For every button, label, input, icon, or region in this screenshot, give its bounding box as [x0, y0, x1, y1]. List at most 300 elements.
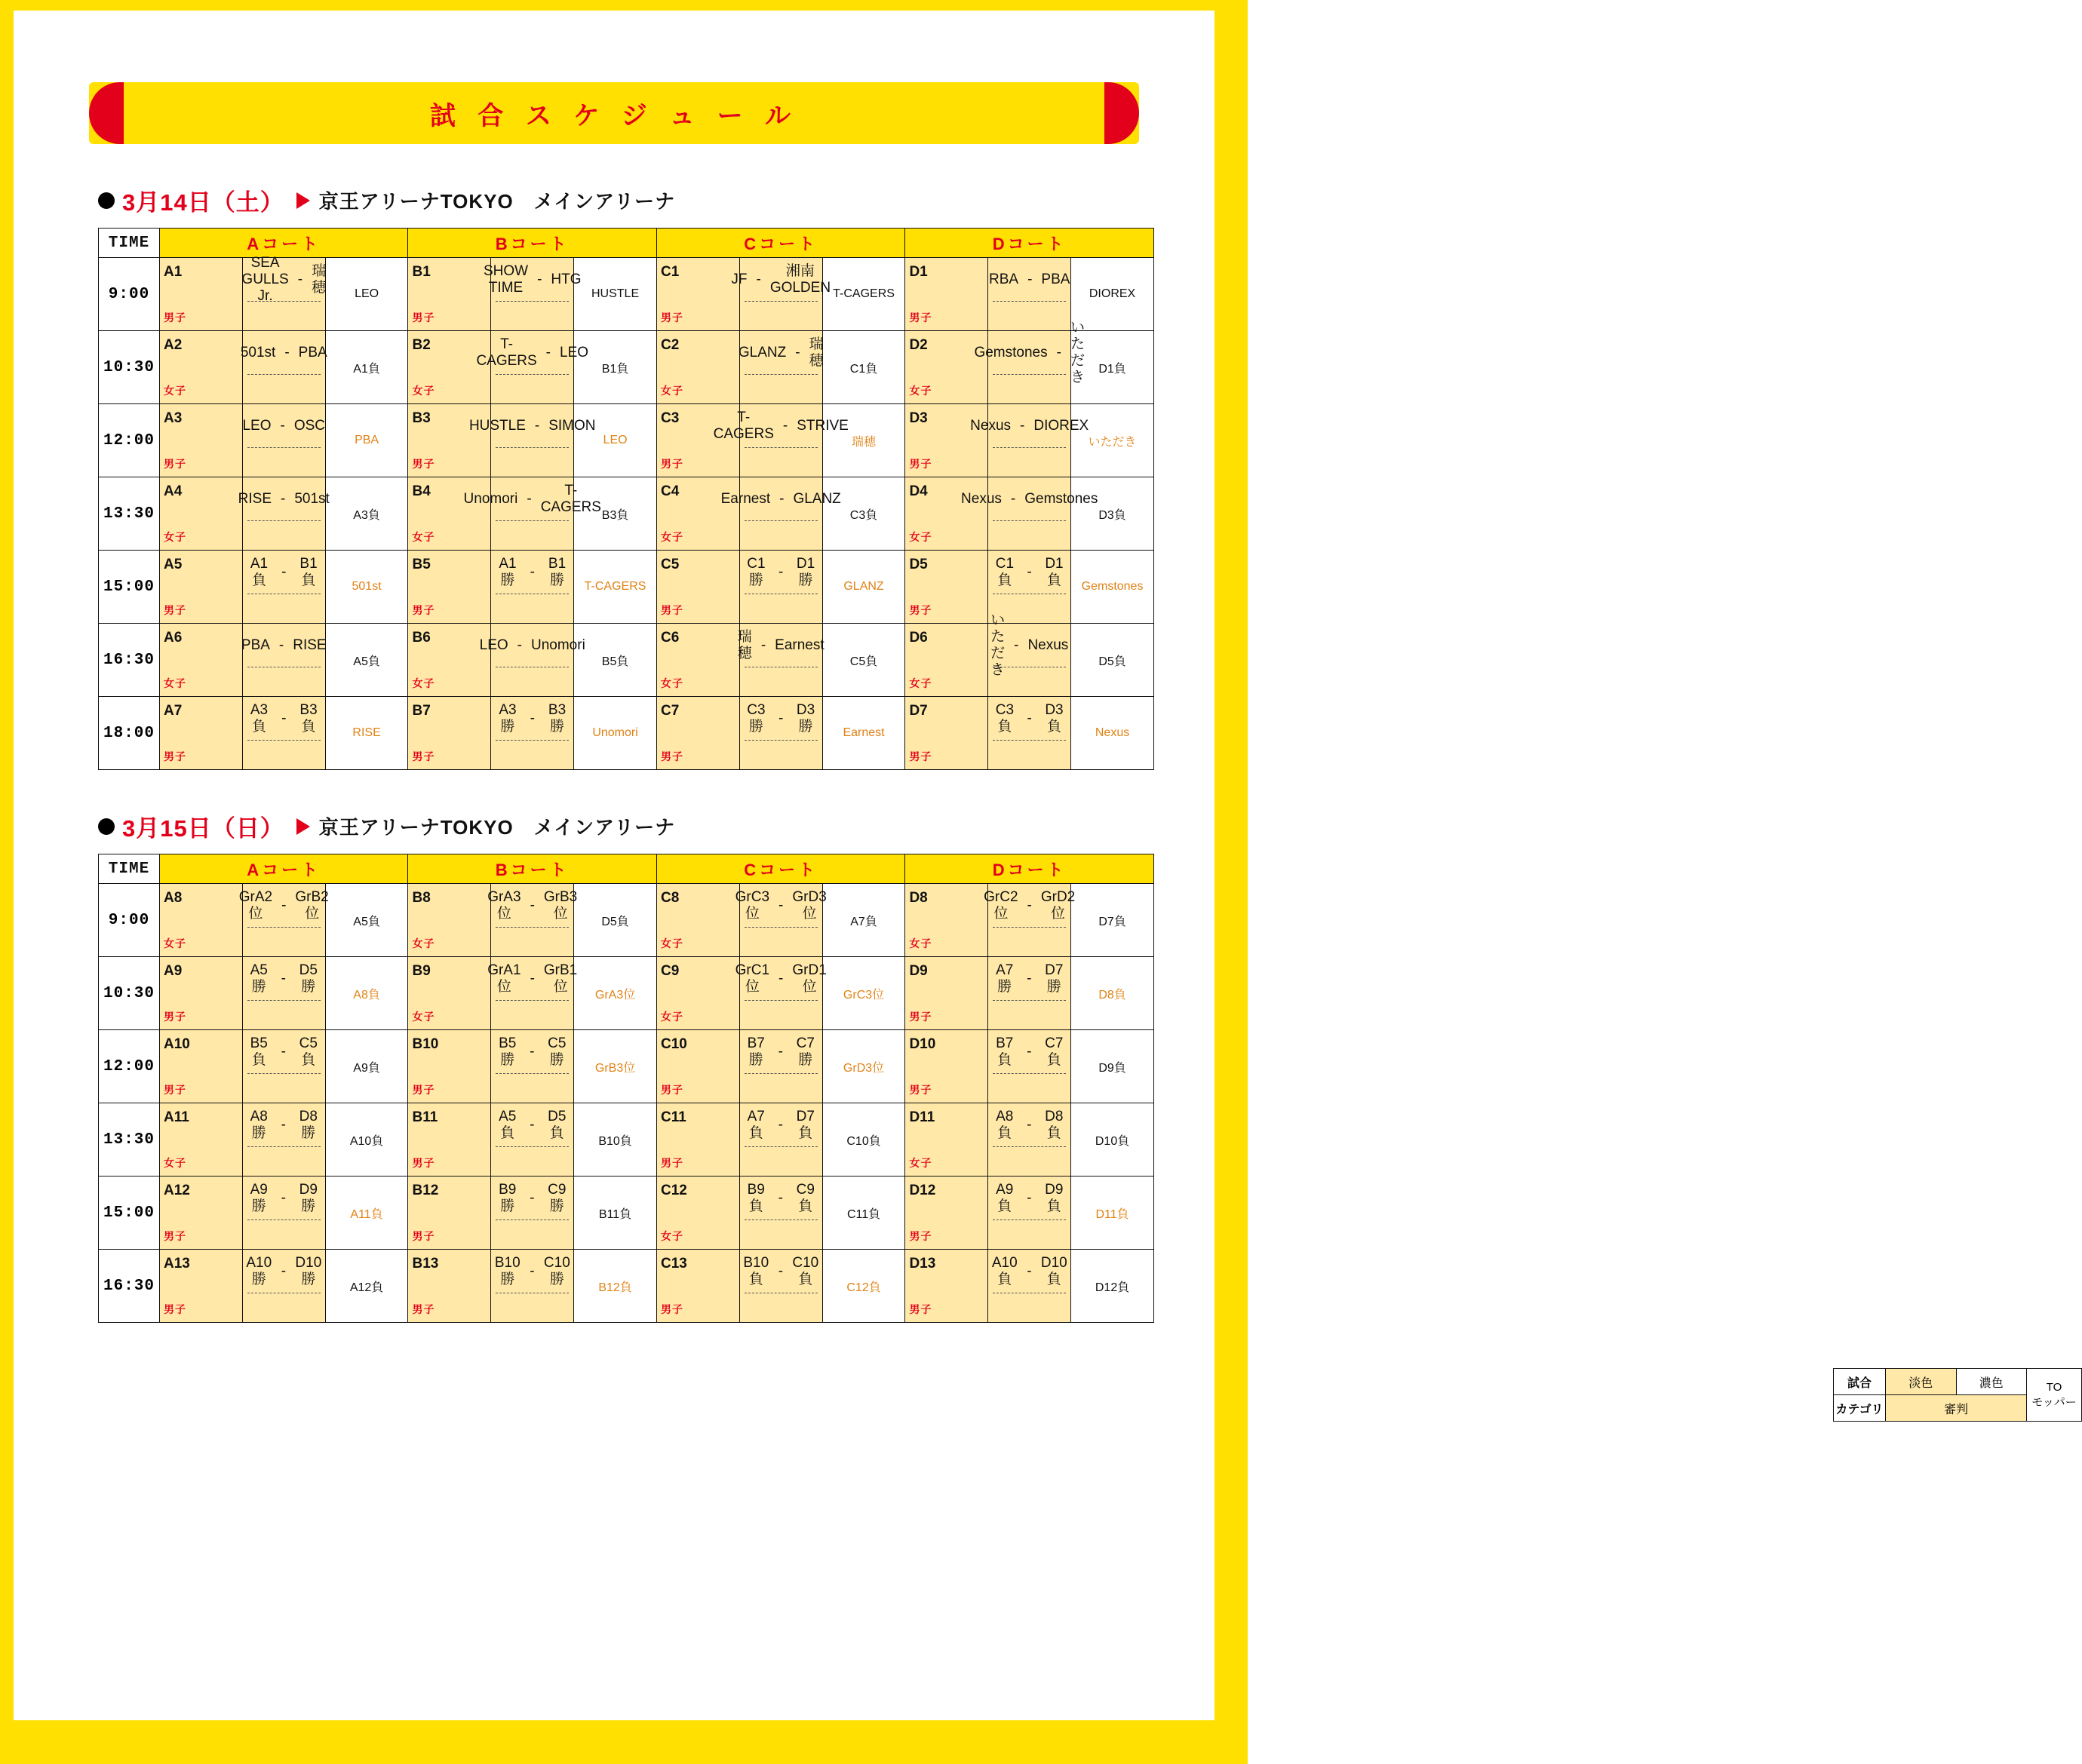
game-match-cell [476, 331, 589, 404]
vs-separator: - [1010, 491, 1016, 508]
away-team: C7勝 [796, 1035, 815, 1068]
game-match-cell [242, 1250, 325, 1323]
game-category: 女子 [660, 1230, 683, 1242]
game-code-cell [656, 551, 739, 624]
game-code-cell [160, 1250, 243, 1323]
game-match-cell [739, 1177, 822, 1250]
vs-separator: - [1027, 272, 1033, 288]
matchup [735, 957, 827, 1001]
matchup [713, 404, 849, 448]
matchup [243, 1030, 325, 1074]
referee-team: B5負 [574, 624, 657, 697]
vs-separator: - [281, 491, 286, 508]
referee-team: LEO [325, 258, 408, 331]
referee-slot [496, 927, 569, 949]
game-code-cell [160, 957, 243, 1030]
game-category: 男子 [909, 1303, 932, 1315]
game-category: 女子 [909, 677, 932, 689]
matchup [974, 320, 1085, 385]
matchup [487, 884, 578, 928]
legend-row-match [1834, 1369, 2082, 1395]
row-time: 12:00 [99, 1030, 160, 1103]
day-venue: 京王アリーナTOKYO メインアリーナ [318, 816, 676, 839]
away-team: GrB2位 [295, 889, 329, 922]
game-match-cell [988, 697, 1071, 770]
referee-team: C1負 [822, 331, 905, 404]
game-code-cell [905, 1030, 988, 1103]
referee-team: D9負 [1071, 1030, 1154, 1103]
legend-to-label: TO [2046, 1380, 2062, 1394]
away-team: GrD2位 [1040, 889, 1076, 922]
home-team: Earnest [720, 491, 771, 508]
away-team: STRIVE [797, 418, 849, 434]
game-category: 男子 [909, 1230, 932, 1242]
game-code-cell [905, 1103, 988, 1177]
matchup [491, 1030, 573, 1074]
referee-slot [496, 1293, 569, 1315]
vs-separator: - [517, 637, 522, 654]
referee-slot [496, 447, 569, 469]
legend-to-mopper [2027, 1369, 2082, 1422]
row-time: 9:00 [99, 884, 160, 957]
game-id: A11 [164, 1109, 189, 1125]
game-match-cell [988, 957, 1071, 1030]
referee-team: A5負 [325, 624, 408, 697]
game-match-cell [242, 1103, 325, 1177]
game-code-cell [905, 551, 988, 624]
bullet-icon [98, 192, 115, 209]
matchup [483, 258, 582, 302]
game-category: 男子 [660, 1157, 683, 1169]
referee-slot [247, 1219, 321, 1241]
vs-separator: - [530, 1044, 535, 1060]
schedule-days [14, 183, 1214, 1323]
referee-slot [247, 374, 321, 396]
home-team: B10勝 [494, 1255, 520, 1287]
home-team: PBA [241, 637, 270, 654]
game-category: 男子 [164, 1303, 186, 1315]
referee-slot [496, 301, 569, 323]
game-match-cell [242, 624, 325, 697]
vs-separator: - [779, 491, 785, 508]
referee-slot [247, 740, 321, 762]
home-team: Unomori [463, 491, 518, 508]
away-team: D1勝 [796, 556, 815, 588]
game-category: 女子 [412, 1011, 435, 1023]
home-team: JF [731, 272, 748, 288]
table-row [99, 884, 1154, 957]
game-code-cell [905, 331, 988, 404]
referee-slot [993, 1219, 1066, 1241]
game-category: 女子 [660, 677, 683, 689]
game-category: 女子 [909, 385, 932, 397]
game-code-cell [408, 477, 491, 551]
game-category: 女子 [909, 1157, 932, 1169]
vs-separator: - [1056, 345, 1061, 361]
referee-team: Earnest [822, 697, 905, 770]
home-team: GrA1位 [487, 962, 521, 995]
game-code-cell [905, 1250, 988, 1323]
home-team: A5負 [499, 1109, 517, 1141]
matchup [479, 624, 585, 667]
away-team: OSC [293, 418, 326, 434]
away-team: B3負 [299, 702, 318, 735]
away-team: B1負 [299, 556, 318, 588]
referee-team: D1負 [1071, 331, 1154, 404]
referee-team: C12負 [822, 1250, 905, 1323]
home-team: SEA GULLS Jr. [241, 255, 289, 304]
referee-team: D11負 [1071, 1177, 1154, 1250]
legend-mopper-label: モッパー [2031, 1395, 2077, 1409]
referee-team: C3負 [822, 477, 905, 551]
game-match-cell [491, 551, 574, 624]
game-id: D6 [909, 630, 928, 646]
matchup [476, 331, 589, 375]
home-team: LEO [242, 418, 272, 434]
game-id: B12 [412, 1183, 439, 1198]
away-team: GrB1位 [543, 962, 578, 995]
matchup [238, 884, 329, 928]
game-id: B7 [412, 703, 431, 719]
matchup [984, 884, 1076, 928]
game-match-cell [974, 320, 1085, 404]
referee-slot [745, 740, 818, 762]
header-time: TIME [99, 854, 160, 884]
game-match-cell [739, 697, 822, 770]
game-id: D4 [909, 483, 928, 499]
game-match-cell [731, 258, 831, 331]
home-team: A8負 [996, 1109, 1014, 1141]
matchup [240, 331, 327, 375]
game-category: 男子 [164, 750, 186, 762]
game-match-cell [479, 624, 585, 697]
vs-separator: - [278, 637, 284, 654]
away-team: GrD3位 [792, 889, 827, 922]
game-id: A12 [164, 1183, 190, 1198]
referee-slot [247, 301, 321, 323]
referee-slot [496, 1146, 569, 1168]
vs-separator: - [530, 971, 535, 987]
game-category: 男子 [909, 1084, 932, 1096]
referee-team: GrD3位 [822, 1030, 905, 1103]
referee-team: D5負 [1071, 624, 1154, 697]
matchup [740, 1250, 822, 1293]
game-id: D1 [909, 264, 928, 280]
referee-team: Nexus [1071, 697, 1154, 770]
game-id: C12 [660, 1183, 687, 1198]
row-time: 18:00 [99, 697, 160, 770]
referee-slot [745, 1293, 818, 1315]
away-team: RISE [293, 637, 327, 654]
vs-separator: - [281, 971, 286, 987]
away-team: 瑞穂 [312, 263, 327, 296]
home-team: SHOW TIME [483, 263, 529, 296]
game-id: B11 [412, 1109, 438, 1125]
game-id: D2 [909, 337, 928, 353]
referee-team: GrC3位 [822, 957, 905, 1030]
game-match-cell [238, 477, 330, 551]
game-match-cell [988, 1177, 1071, 1250]
referee-team: いただき [1071, 404, 1154, 477]
game-code-cell [905, 884, 988, 957]
game-match-cell [970, 404, 1089, 477]
matchup [988, 1030, 1070, 1074]
game-id: C1 [660, 264, 680, 280]
schedule-table [98, 228, 1154, 770]
referee-slot [745, 927, 818, 949]
vs-separator: - [795, 345, 800, 361]
game-code-cell [408, 697, 491, 770]
game-match-cell [713, 404, 849, 477]
bullet-icon [98, 818, 115, 835]
row-time: 13:30 [99, 1103, 160, 1177]
home-team: 瑞穂 [737, 629, 752, 661]
referee-slot [745, 447, 818, 469]
game-code-cell [160, 697, 243, 770]
table-row [99, 1250, 1154, 1323]
home-team: C3勝 [747, 702, 766, 735]
home-team: GrA3位 [487, 889, 521, 922]
game-category: 男子 [412, 1303, 435, 1315]
referee-team: 501st [325, 551, 408, 624]
vs-separator: - [530, 710, 535, 727]
game-category: 男子 [412, 1084, 435, 1096]
referee-slot [993, 374, 1066, 396]
game-category: 男子 [909, 750, 932, 762]
game-match-cell [242, 331, 325, 404]
game-id: D8 [909, 890, 928, 906]
game-id: C2 [660, 337, 680, 353]
vs-separator: - [527, 491, 532, 508]
home-team: A3負 [250, 702, 269, 735]
away-team: D1負 [1045, 556, 1064, 588]
matchup [740, 331, 822, 375]
referee-slot [745, 594, 818, 615]
row-time: 10:30 [99, 957, 160, 1030]
home-team: T-CAGERS [713, 410, 774, 442]
game-code-cell [160, 884, 243, 957]
vs-separator: - [756, 272, 761, 288]
home-team: C1負 [995, 556, 1015, 588]
game-id: D9 [909, 963, 928, 979]
away-team: D3負 [1045, 702, 1064, 735]
header-court: Cコート [656, 229, 904, 258]
game-match-cell [242, 957, 325, 1030]
home-team: B7負 [996, 1035, 1014, 1068]
legend-label-match: 試合 [1834, 1369, 1886, 1395]
referee-team: D8負 [1071, 957, 1154, 1030]
game-category: 女子 [412, 385, 435, 397]
game-id: A3 [164, 410, 183, 426]
referee-team: B11負 [574, 1177, 657, 1250]
vs-separator: - [782, 418, 788, 434]
vs-separator: - [778, 1190, 783, 1207]
referee-slot [993, 667, 1066, 689]
referee-team: A10負 [325, 1103, 408, 1177]
home-team: A1負 [250, 556, 269, 588]
game-code-cell [656, 477, 739, 551]
game-match-cell [988, 258, 1071, 331]
home-team: いただき [990, 612, 1006, 678]
legend-referee: 審判 [1886, 1395, 2027, 1422]
game-category: 男子 [909, 604, 932, 616]
table-header-row [99, 229, 1154, 258]
home-team: A10負 [991, 1255, 1018, 1287]
referee-team: HUSTLE [574, 258, 657, 331]
away-team: HTG [551, 272, 582, 288]
row-time: 16:30 [99, 624, 160, 697]
vs-separator: - [530, 1263, 535, 1280]
game-id: D7 [909, 703, 928, 719]
referee-team: DIOREX [1071, 258, 1154, 331]
game-category: 男子 [164, 1011, 186, 1023]
game-id: B5 [412, 557, 431, 572]
referee-slot [745, 520, 818, 542]
referee-slot [993, 1073, 1066, 1095]
game-code-cell [656, 697, 739, 770]
game-category: 男子 [164, 1084, 186, 1096]
game-category: 女子 [412, 677, 435, 689]
referee-team: D3負 [1071, 477, 1154, 551]
vs-separator: - [1027, 897, 1032, 914]
away-team: C9勝 [548, 1182, 567, 1214]
home-team: C3負 [995, 702, 1015, 735]
referee-slot [993, 927, 1066, 949]
game-match-cell [735, 957, 827, 1030]
referee-slot [496, 594, 569, 615]
game-id: C11 [660, 1109, 686, 1125]
game-code-cell [160, 404, 243, 477]
referee-slot [247, 1000, 321, 1022]
game-match-cell [242, 697, 325, 770]
referee-team: D7負 [1071, 884, 1154, 957]
away-team: B3勝 [548, 702, 567, 735]
game-id: C10 [660, 1036, 687, 1052]
row-time: 16:30 [99, 1250, 160, 1323]
vs-separator: - [530, 897, 535, 914]
referee-slot [247, 1293, 321, 1315]
game-match-cell [468, 404, 596, 477]
referee-slot [993, 301, 1066, 323]
triangle-right-icon [296, 818, 310, 835]
game-code-cell [408, 258, 491, 331]
home-team: GrC1位 [735, 962, 770, 995]
triangle-right-icon [296, 192, 310, 209]
referee-team: A3負 [325, 477, 408, 551]
referee-team: A12負 [325, 1250, 408, 1323]
game-id: C5 [660, 557, 680, 572]
game-category: 男子 [412, 311, 435, 324]
page-body [14, 11, 2077, 1720]
matchup [243, 551, 325, 594]
referee-team: A9負 [325, 1030, 408, 1103]
vs-separator: - [530, 564, 535, 581]
vs-separator: - [778, 971, 784, 987]
vs-separator: - [778, 564, 784, 581]
away-team: C9負 [796, 1182, 815, 1214]
game-id: A8 [164, 890, 183, 906]
vs-separator: - [1014, 637, 1019, 654]
header-court: Aコート [160, 229, 408, 258]
game-id: B8 [412, 890, 431, 906]
away-team: C7負 [1045, 1035, 1064, 1068]
row-time: 10:30 [99, 331, 160, 404]
legend-label-category: カテゴリ [1834, 1395, 1886, 1422]
referee-team: GLANZ [822, 551, 905, 624]
game-category: 女子 [660, 1011, 683, 1023]
away-team: D5勝 [299, 962, 318, 995]
game-match-cell [491, 1250, 574, 1323]
row-time: 9:00 [99, 258, 160, 331]
game-category: 男子 [660, 311, 683, 324]
game-id: A1 [164, 264, 183, 280]
vs-separator: - [778, 1044, 783, 1060]
game-category: 女子 [412, 531, 435, 543]
referee-team: A11負 [325, 1177, 408, 1250]
referee-slot [745, 1219, 818, 1241]
matchup [961, 477, 1098, 521]
referee-slot [745, 1073, 818, 1095]
table-row [99, 1177, 1154, 1250]
game-category: 男子 [412, 604, 435, 616]
away-team: D8勝 [299, 1109, 318, 1141]
table-row [99, 624, 1154, 697]
game-code-cell [905, 957, 988, 1030]
game-code-cell [408, 884, 491, 957]
referee-slot [247, 594, 321, 615]
matchup [988, 1177, 1070, 1220]
game-id: A13 [164, 1256, 190, 1272]
game-match-cell [463, 477, 601, 551]
legend-dark: 濃色 [1956, 1369, 2027, 1395]
game-category: 男子 [660, 750, 683, 762]
home-team: A9勝 [250, 1182, 268, 1214]
game-id: B10 [412, 1036, 439, 1052]
referee-slot [247, 1073, 321, 1095]
game-id: D5 [909, 557, 928, 572]
referee-team: D10負 [1071, 1103, 1154, 1177]
vs-separator: - [537, 272, 542, 288]
day-date: 3月15日（日） [122, 815, 284, 842]
game-id: C3 [660, 410, 680, 426]
vs-separator: - [281, 897, 287, 914]
referee-team: D12負 [1071, 1250, 1154, 1323]
game-id: A5 [164, 557, 183, 572]
away-team: SIMON [548, 418, 596, 434]
away-team: いただき [1070, 320, 1085, 385]
game-category: 男子 [164, 458, 186, 470]
referee-team: T-CAGERS [574, 551, 657, 624]
referee-team: B10負 [574, 1103, 657, 1177]
game-id: A4 [164, 483, 183, 499]
home-team: 501st [240, 345, 276, 361]
home-team: A7勝 [996, 962, 1014, 995]
game-match-cell [735, 884, 827, 957]
away-team: GrB3位 [543, 889, 578, 922]
game-category: 女子 [660, 937, 683, 949]
home-team: Nexus [961, 491, 1002, 508]
game-category: 男子 [412, 458, 435, 470]
matchup [468, 404, 596, 448]
vs-separator: - [1027, 1263, 1032, 1280]
away-team: DIOREX [1033, 418, 1089, 434]
game-match-cell [739, 1250, 822, 1323]
referee-slot [247, 520, 321, 542]
table-row [99, 331, 1154, 404]
game-category: 男子 [164, 1230, 186, 1242]
game-match-cell [720, 477, 841, 551]
vs-separator: - [760, 637, 766, 654]
